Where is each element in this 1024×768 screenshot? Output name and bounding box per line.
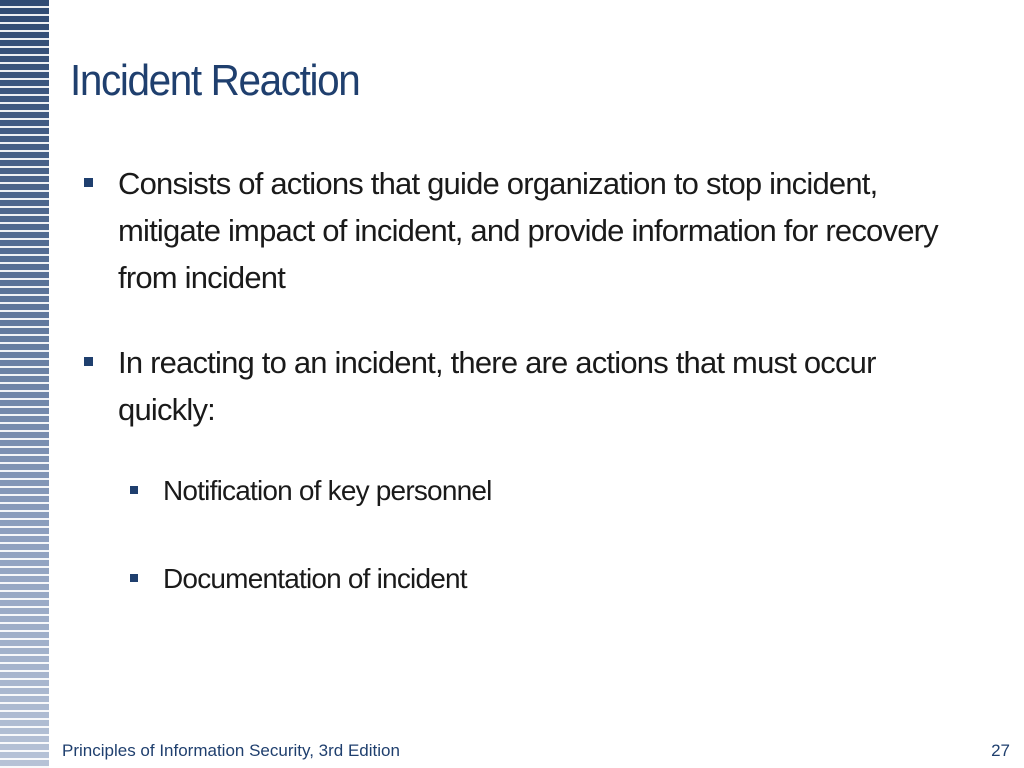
bullet-text: In reacting to an incident, there are actions that must occur quickly: [118, 345, 876, 427]
sub-bullet-item [125, 471, 980, 511]
footer-source: Principles of Information Security, 3rd Edition [62, 741, 400, 760]
bullet-item [80, 339, 980, 433]
slide-title: Incident Reaction [70, 56, 360, 105]
square-bullet-icon [84, 178, 93, 187]
bullet-item [80, 160, 980, 301]
sub-bullet-text: Notification of key personnel [163, 475, 492, 506]
decorative-side-bar [0, 0, 52, 768]
square-bullet-icon [130, 486, 138, 494]
slide-content [80, 160, 980, 647]
sub-bullet-item [125, 559, 980, 599]
sub-bullet-text: Documentation of incident [163, 563, 467, 594]
page-number: 27 [991, 741, 1010, 760]
square-bullet-icon [84, 357, 93, 366]
square-bullet-icon [130, 574, 138, 582]
bullet-text: Consists of actions that guide organization to stop incident, mitigate impact of incident, and provide information for recovery from incident [118, 166, 938, 295]
